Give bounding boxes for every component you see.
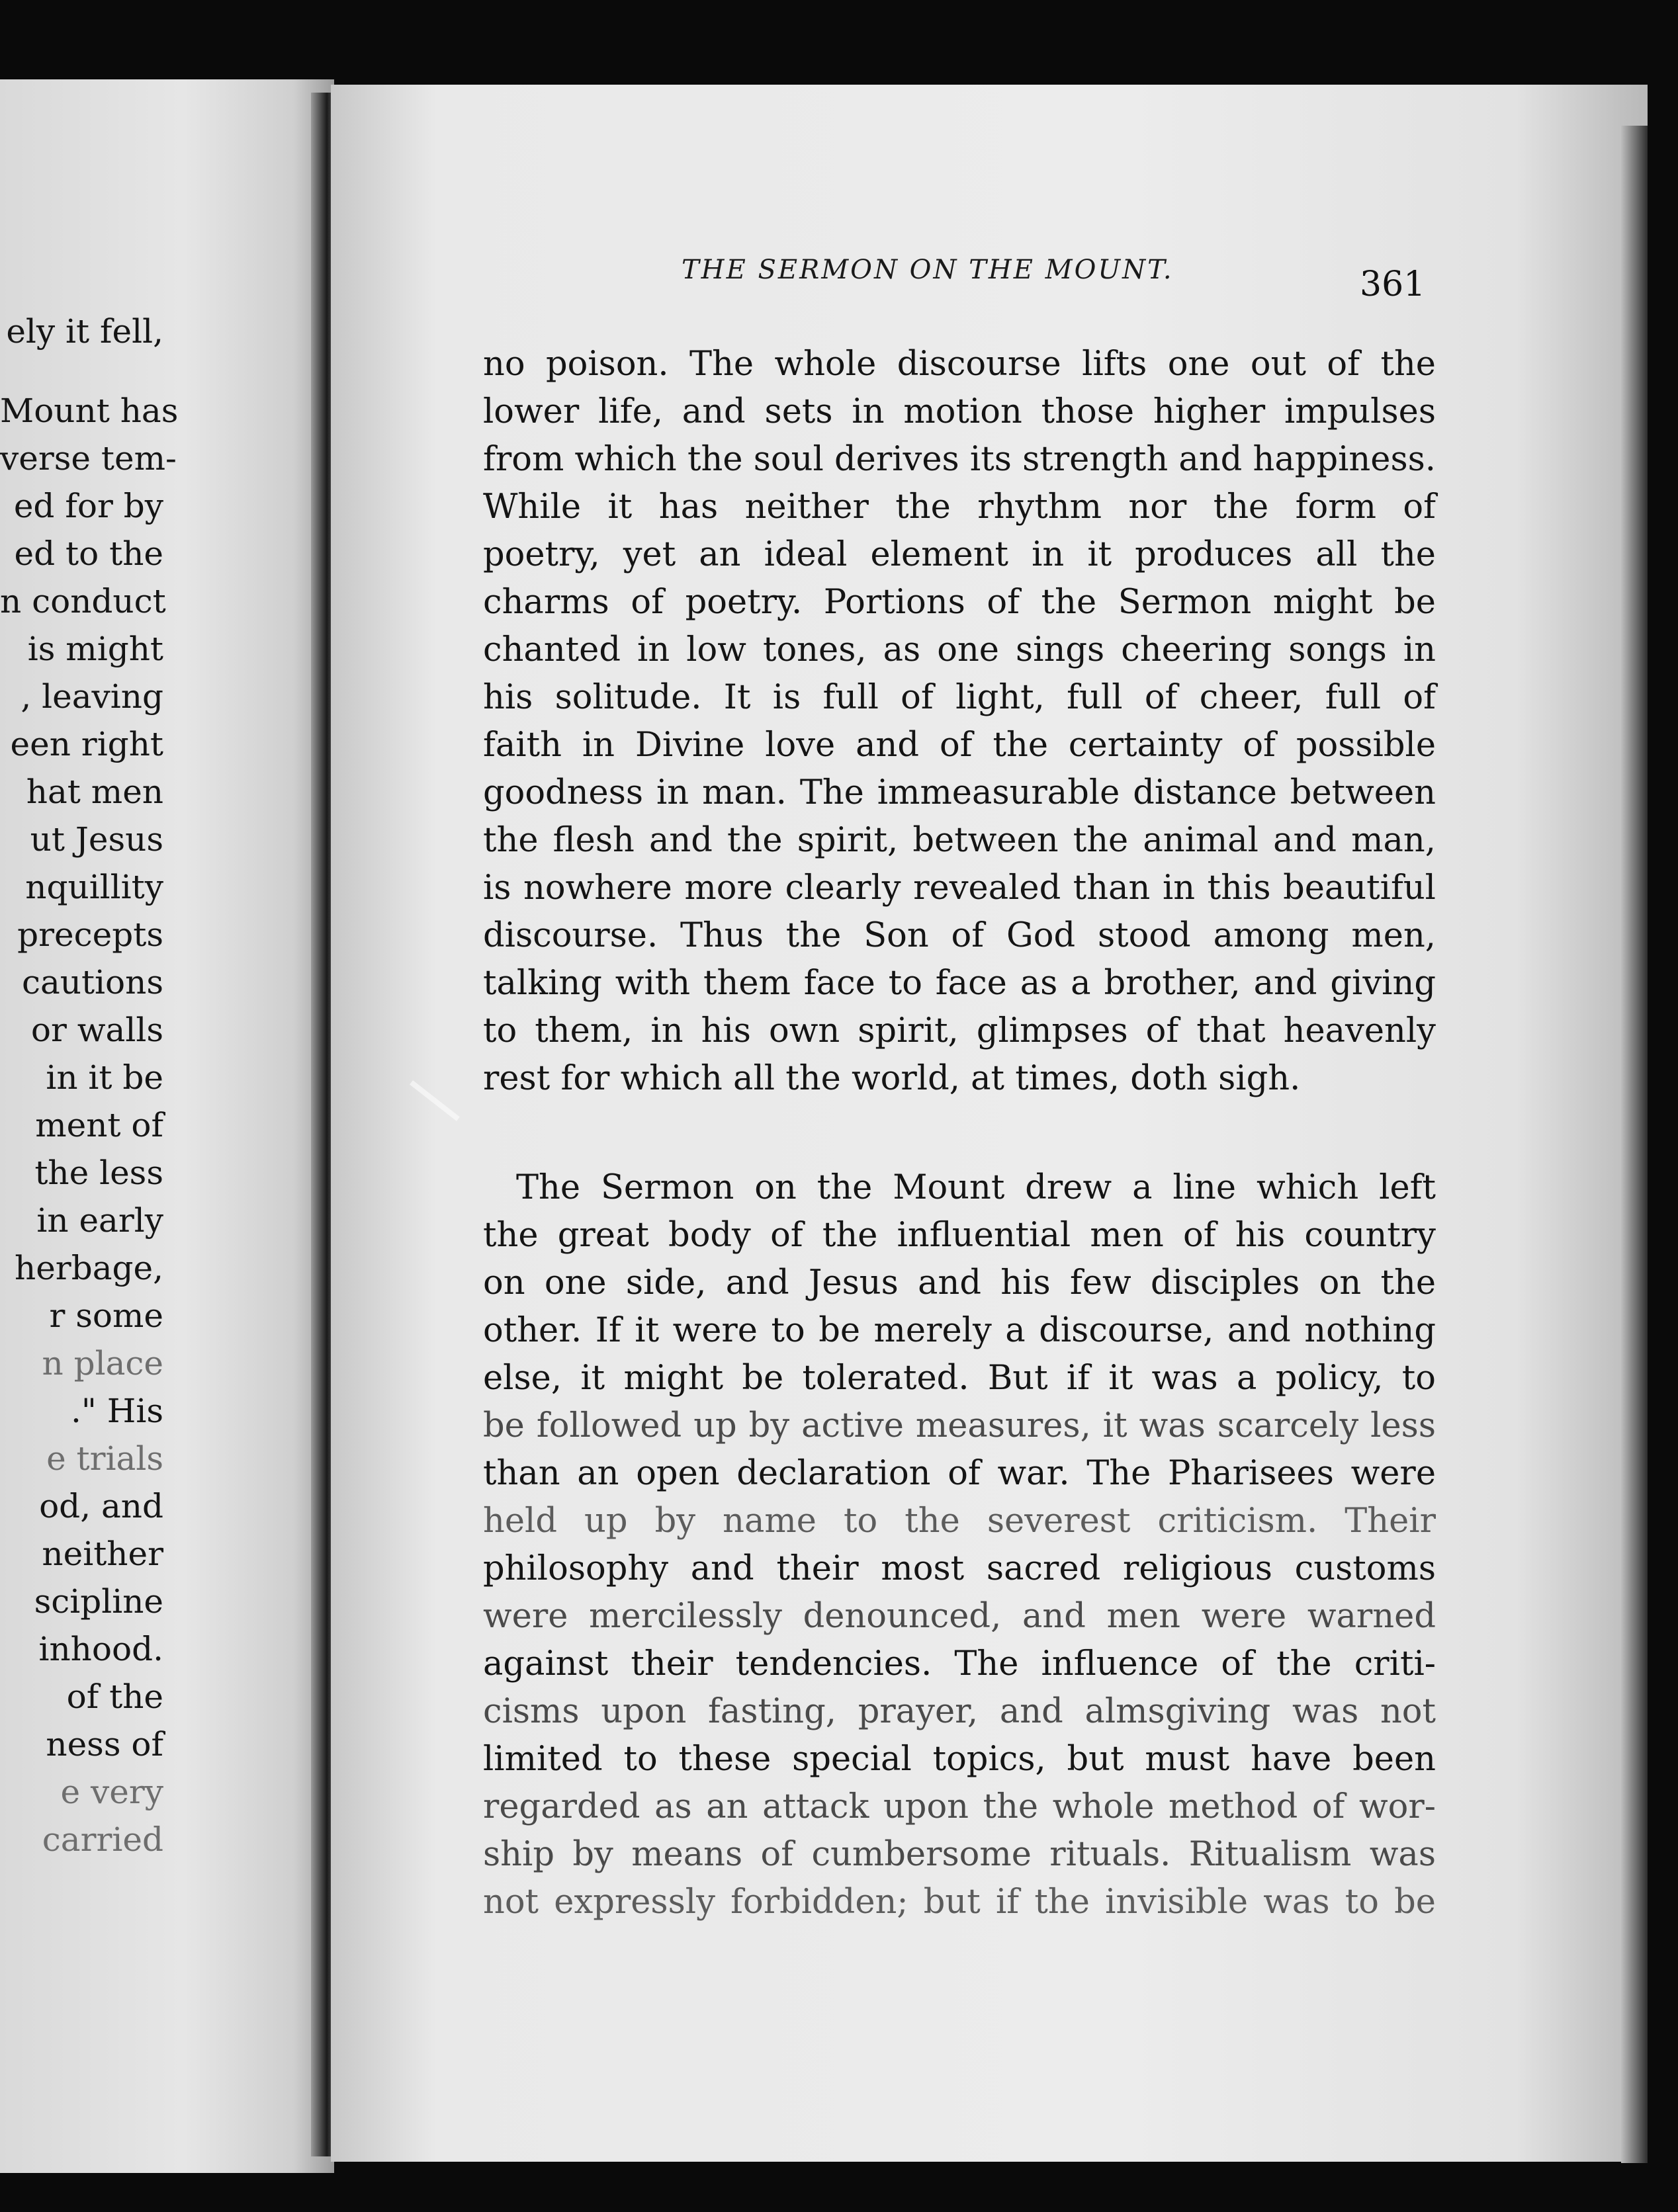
paragraph-2-line: ship by means of cumbersome rituals. Ritualism was bbox=[483, 1835, 1436, 1874]
left-page-line: e trials bbox=[46, 1439, 163, 1478]
left-page-line: ely it fell, bbox=[6, 312, 163, 351]
paragraph-1-line: poetry, yet an ideal element in it produces all the bbox=[483, 535, 1436, 574]
paragraph-1-line: talking with them face to face as a brother, and giving bbox=[483, 964, 1436, 1003]
paragraph-1-line: the flesh and the spirit, between the animal and man, bbox=[483, 821, 1436, 860]
left-page-line: ut Jesus bbox=[30, 820, 163, 859]
paragraph-1-line: goodness in man. The immeasurable distance between bbox=[483, 773, 1436, 812]
paragraph-2-line: not expressly forbidden; but if the invisible was to be bbox=[483, 1883, 1436, 1922]
paragraph-1-line: chanted in low tones, as one sings cheering songs in bbox=[483, 630, 1436, 669]
paragraph-2-line: against their tendencies. The influence of the criti- bbox=[483, 1644, 1436, 1683]
left-page-line: ." His bbox=[70, 1392, 163, 1430]
paragraph-2-line: cisms upon fasting, prayer, and almsgiving was not bbox=[483, 1692, 1436, 1731]
left-page-line: herbage, bbox=[15, 1249, 163, 1287]
left-page-line: in early bbox=[36, 1201, 163, 1240]
left-page-line: n conduct bbox=[0, 582, 166, 620]
paragraph-2-line: else, it might be tolerated. But if it was a policy, to bbox=[483, 1359, 1436, 1398]
running-head: THE SERMON ON THE MOUNT. bbox=[682, 255, 1174, 285]
left-page-line: nquillity bbox=[25, 868, 163, 906]
paragraph-2-line: be followed up by active measures, it was scarcely less bbox=[483, 1406, 1436, 1445]
left-page-line: in it be bbox=[46, 1058, 163, 1097]
paragraph-1-line: his solitude. It is full of light, full of cheer, full of bbox=[483, 678, 1436, 717]
left-page-line: ed for by bbox=[13, 487, 163, 525]
paragraph-2-line: were mercilessly denounced, and men were warned bbox=[483, 1597, 1436, 1636]
left-page-line: ment of bbox=[35, 1106, 163, 1144]
paragraph-1-line: charms of poetry. Portions of the Sermon might be bbox=[483, 583, 1436, 622]
left-page-line: ed to the bbox=[14, 534, 163, 573]
left-page-line: scipline bbox=[34, 1582, 163, 1621]
paragraph-2-line: limited to these special topics, but must have been bbox=[483, 1740, 1436, 1779]
paragraph-2-line: held up by name to the severest criticism. Their bbox=[483, 1502, 1436, 1541]
left-page-line: inhood. bbox=[38, 1630, 163, 1668]
paragraph-1-line: faith in Divine love and of the certainty of possible bbox=[483, 726, 1436, 765]
paragraph-1-line: from which the soul derives its strength and happiness. bbox=[483, 440, 1436, 479]
left-page-line: cautions bbox=[21, 963, 163, 1001]
left-page-line: ness of bbox=[46, 1725, 163, 1764]
left-page-line: r some bbox=[49, 1297, 163, 1335]
left-page-line: is might bbox=[27, 630, 163, 668]
page-edge bbox=[1621, 126, 1648, 2163]
left-page-line: , leaving bbox=[21, 677, 163, 716]
page-number: 361 bbox=[1360, 265, 1426, 304]
left-page-line: verse tem- bbox=[0, 439, 177, 478]
paragraph-1-line: While it has neither the rhythm nor the form of bbox=[483, 488, 1436, 527]
paragraph-1-line: no poison. The whole discourse lifts one out of the bbox=[483, 345, 1436, 384]
left-facing-page bbox=[0, 79, 334, 2173]
left-page-line: e very bbox=[60, 1773, 163, 1811]
paragraph-2-line: than an open declaration of war. The Pharisees were bbox=[483, 1454, 1436, 1493]
left-page-line: of the bbox=[66, 1678, 163, 1716]
left-page-line: precepts bbox=[17, 915, 163, 954]
paragraph-2-line: the great body of the influential men of his country bbox=[483, 1216, 1436, 1255]
paragraph-2-line: regarded as an attack upon the whole method of wor- bbox=[483, 1787, 1436, 1826]
paragraph-2-line: The Sermon on the Mount drew a line which left bbox=[516, 1168, 1436, 1207]
paragraph-1-line: discourse. Thus the Son of God stood among men, bbox=[483, 916, 1436, 955]
left-page-line: carried bbox=[42, 1820, 163, 1859]
left-page-line: the less bbox=[34, 1154, 163, 1192]
paragraph-2-line: other. If it were to be merely a discourse, and nothing bbox=[483, 1311, 1436, 1350]
left-page-line: od, and bbox=[39, 1487, 163, 1525]
left-page-line: or walls bbox=[30, 1011, 163, 1049]
left-page-line: een right bbox=[10, 725, 163, 763]
paragraph-1-line: lower life, and sets in motion those higher impulses bbox=[483, 392, 1436, 431]
paragraph-1-line: rest for which all the world, at times, doth sigh. bbox=[483, 1059, 1301, 1098]
paragraph-2-line: on one side, and Jesus and his few disciples on the bbox=[483, 1263, 1436, 1302]
left-page-line: hat men bbox=[26, 773, 163, 811]
left-page-line: neither bbox=[42, 1535, 163, 1573]
paragraph-1-line: is nowhere more clearly revealed than in this beautiful bbox=[483, 869, 1436, 908]
paragraph-1-line: to them, in his own spirit, glimpses of that heavenly bbox=[483, 1011, 1436, 1050]
left-page-line: n place bbox=[42, 1344, 163, 1382]
left-page-line: Mount has bbox=[0, 392, 179, 430]
paragraph-2-line: philosophy and their most sacred religious customs bbox=[483, 1549, 1436, 1588]
